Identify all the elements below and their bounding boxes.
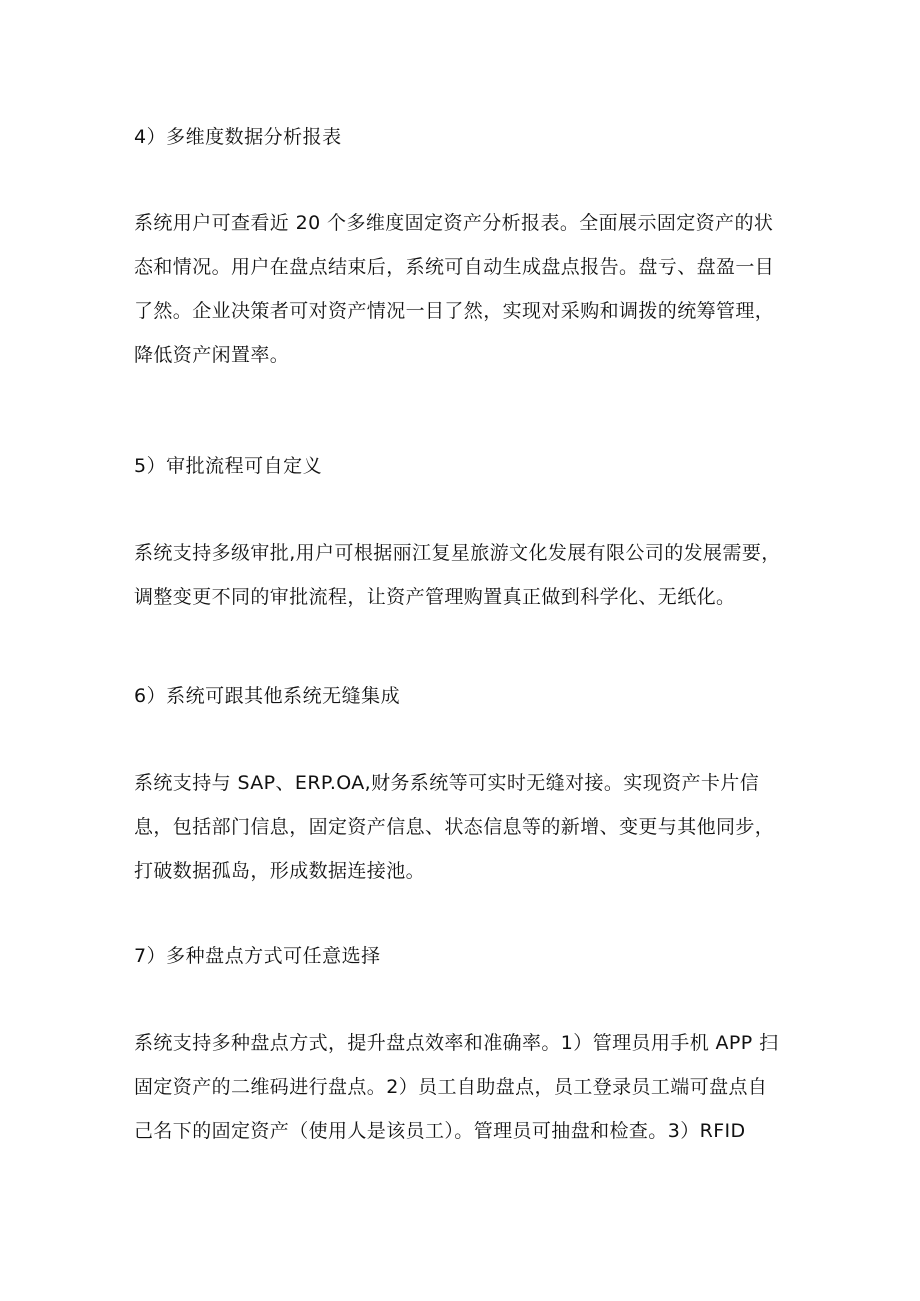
paragraph-line: 调整变更不同的审批流程，让资产管理购置真正做到科学化、无纸化。 xyxy=(134,586,736,608)
section-7-heading: 7）多种盘点方式可任意选择 xyxy=(134,945,381,967)
section-4-heading: 4）多维度数据分析报表 xyxy=(134,126,342,148)
section-5-paragraph xyxy=(134,531,814,619)
paragraph-line: 态和情况。用户在盘点结束后，系统可自动生成盘点报告。盘亏、盘盈一目 xyxy=(134,256,775,278)
paragraph-line: 系统用户可查看近 20 个多维度固定资产分析报表。全面展示固定资产的状 xyxy=(134,212,774,234)
section-5-heading: 5）审批流程可自定义 xyxy=(134,455,323,477)
paragraph-line: 息，包括部门信息，固定资产信息、状态信息等的新增、变更与其他同步， xyxy=(134,816,775,838)
paragraph-line: 己名下的固定资产（使用人是该员工）。管理员可抽盘和检查。3）RFID xyxy=(134,1120,746,1142)
section-6-paragraph xyxy=(134,761,814,893)
section-6-heading: 6）系统可跟其他系统无缝集成 xyxy=(134,685,401,707)
section-4-paragraph xyxy=(134,201,814,377)
paragraph-line: 降低资产闲置率。 xyxy=(134,344,290,366)
paragraph-line: 固定资产的二维码进行盘点。2）员工自助盘点，员工登录员工端可盘点自 xyxy=(134,1076,768,1098)
paragraph-line: 了然。企业决策者可对资产情况一目了然，实现对采购和调拨的统筹管理， xyxy=(134,300,775,322)
paragraph-line: 系统支持多种盘点方式，提升盘点效率和准确率。1）管理员用手机 APP 扫 xyxy=(134,1032,779,1054)
section-7-paragraph xyxy=(134,1021,814,1153)
paragraph-line: 系统支持多级审批,用户可根据丽江复星旅游文化发展有限公司的发展需要， xyxy=(134,542,781,564)
paragraph-line: 系统支持与 SAP、ERP.OA,财务系统等可实时无缝对接。实现资产卡片信 xyxy=(134,772,760,794)
paragraph-line: 打破数据孤岛，形成数据连接池。 xyxy=(134,860,426,882)
